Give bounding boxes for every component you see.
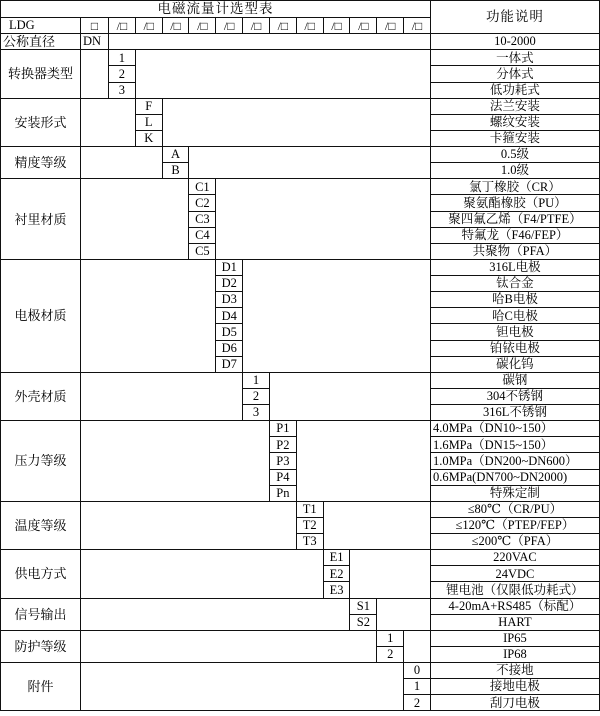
option-code: 2 xyxy=(377,647,404,663)
option-code: B xyxy=(163,163,190,179)
option-code: P2 xyxy=(270,437,297,453)
model-slot: /□ xyxy=(350,18,377,34)
option-code: P1 xyxy=(270,421,297,437)
section-left-spacer xyxy=(81,631,377,663)
section-right-spacer xyxy=(297,421,431,502)
model-slot: /□ xyxy=(324,18,351,34)
option-desc: 碳钢 xyxy=(431,373,600,389)
model-slot: /□ xyxy=(404,18,431,34)
model-slot: /□ xyxy=(216,18,243,34)
model-slot: /□ xyxy=(377,18,404,34)
model-slot: /□ xyxy=(189,18,216,34)
option-desc: 1.6MPa（DN15~150） xyxy=(431,437,600,453)
section-left-spacer xyxy=(81,599,350,631)
option-code: 2 xyxy=(243,389,270,405)
option-desc: 特殊定制 xyxy=(431,486,600,502)
option-desc: 1.0MPa（DN200~DN600） xyxy=(431,453,600,469)
section-label: 安装形式 xyxy=(1,99,81,147)
option-desc: 不接地 xyxy=(431,663,600,679)
section-right-spacer xyxy=(136,50,431,98)
option-code: D3 xyxy=(216,292,243,308)
model-slot: /□ xyxy=(136,18,163,34)
section-left-spacer xyxy=(81,550,324,598)
option-desc: 哈B电极 xyxy=(431,292,600,308)
option-code: A xyxy=(163,147,190,163)
option-code: 1 xyxy=(377,631,404,647)
option-desc: 24VDC xyxy=(431,566,600,582)
option-desc: 哈C电极 xyxy=(431,308,600,324)
option-desc: 低功耗式 xyxy=(431,83,600,99)
section-label: 衬里材质 xyxy=(1,179,81,260)
section-label: 供电方式 xyxy=(1,550,81,598)
option-desc: 锂电池（仅限低功耗式） xyxy=(431,582,600,598)
model-prefix: LDG xyxy=(1,18,81,34)
section-label: 精度等级 xyxy=(1,147,81,179)
option-desc: IP65 xyxy=(431,631,600,647)
section-left-spacer xyxy=(81,502,297,550)
section-right-spacer xyxy=(270,373,431,421)
model-first-box: □ xyxy=(81,18,109,34)
option-desc: 聚四氟乙烯（F4/PTFE） xyxy=(431,212,600,228)
section-label: 外壳材质 xyxy=(1,373,81,421)
diameter-label: 公称直径 xyxy=(1,34,81,50)
option-code: P4 xyxy=(270,470,297,486)
option-desc: 304不锈钢 xyxy=(431,389,600,405)
option-code: 0 xyxy=(404,663,431,679)
option-desc: 0.6MPa(DN700~DN2000) xyxy=(431,470,600,486)
option-code: D6 xyxy=(216,341,243,357)
model-slot: /□ xyxy=(270,18,297,34)
section-right-spacer xyxy=(350,550,430,598)
option-desc: ≤200℃（PFA） xyxy=(431,534,600,550)
option-desc: 220VAC xyxy=(431,550,600,566)
option-code: S2 xyxy=(350,615,377,631)
option-desc: 4-20mA+RS485（标配） xyxy=(431,599,600,615)
function-column-header: 功能说明 xyxy=(431,1,600,34)
option-code: 1 xyxy=(109,50,136,66)
option-desc: 法兰安装 xyxy=(431,99,600,115)
section-right-spacer xyxy=(163,99,431,147)
option-code: C4 xyxy=(189,228,216,244)
option-code: C2 xyxy=(189,195,216,211)
option-desc: 接地电极 xyxy=(431,679,600,695)
option-desc: 铂铱电极 xyxy=(431,341,600,357)
section-right-spacer xyxy=(324,502,431,550)
section-left-spacer xyxy=(81,421,270,502)
option-desc: ≤80℃（CR/PU） xyxy=(431,502,600,518)
option-code: P3 xyxy=(270,453,297,469)
option-code: 1 xyxy=(243,373,270,389)
option-code: D5 xyxy=(216,324,243,340)
section-left-spacer xyxy=(81,260,216,373)
section-right-spacer xyxy=(216,179,431,260)
option-desc: 卡箍安装 xyxy=(431,131,600,147)
option-code: 3 xyxy=(109,83,136,99)
diameter-desc: 10-2000 xyxy=(431,34,600,50)
section-left-spacer xyxy=(81,373,243,421)
table-title: 电磁流量计选型表 xyxy=(1,1,431,18)
diameter-spacer xyxy=(109,34,431,50)
option-desc: 碳化钨 xyxy=(431,357,600,373)
option-code: D4 xyxy=(216,308,243,324)
section-left-spacer xyxy=(81,179,189,260)
option-code: D1 xyxy=(216,260,243,276)
option-code: E2 xyxy=(324,566,351,582)
section-label: 防护等级 xyxy=(1,631,81,663)
option-code: T2 xyxy=(297,518,324,534)
section-left-spacer xyxy=(81,663,404,711)
section-left-spacer xyxy=(81,50,109,98)
option-code: D7 xyxy=(216,357,243,373)
option-code: 1 xyxy=(404,679,431,695)
section-label: 压力等级 xyxy=(1,421,81,502)
option-code: T3 xyxy=(297,534,324,550)
option-desc: 聚氨酯橡胶（PU） xyxy=(431,195,600,211)
option-code: 3 xyxy=(243,405,270,421)
option-desc: 316L电极 xyxy=(431,260,600,276)
option-code: K xyxy=(136,131,163,147)
option-code: T1 xyxy=(297,502,324,518)
option-code: C5 xyxy=(189,244,216,260)
section-left-spacer xyxy=(81,147,163,179)
option-desc: 共聚物（PFA） xyxy=(431,244,600,260)
option-code: L xyxy=(136,115,163,131)
option-code: 2 xyxy=(109,66,136,82)
option-desc: HART xyxy=(431,615,600,631)
model-slot: /□ xyxy=(163,18,190,34)
option-code: C3 xyxy=(189,212,216,228)
option-code: 2 xyxy=(404,695,431,711)
option-desc: 钛合金 xyxy=(431,276,600,292)
option-code: F xyxy=(136,99,163,115)
option-desc: 特氟龙（F46/FEP） xyxy=(431,228,600,244)
diameter-code: DN xyxy=(81,34,109,50)
model-slot: /□ xyxy=(109,18,136,34)
option-desc: 1.0级 xyxy=(431,163,600,179)
option-desc: 钽电极 xyxy=(431,324,600,340)
option-desc: 4.0MPa（DN10~150） xyxy=(431,421,600,437)
section-right-spacer xyxy=(377,599,431,631)
option-code: S1 xyxy=(350,599,377,615)
option-desc: 螺纹安装 xyxy=(431,115,600,131)
option-desc: 氯丁橡胶（CR） xyxy=(431,179,600,195)
model-slot: /□ xyxy=(243,18,270,34)
option-desc: 0.5级 xyxy=(431,147,600,163)
option-code: E1 xyxy=(324,550,351,566)
section-label: 附件 xyxy=(1,663,81,711)
option-desc: 刮刀电极 xyxy=(431,695,600,711)
section-right-spacer xyxy=(404,631,431,663)
section-left-spacer xyxy=(81,99,136,147)
model-slot: /□ xyxy=(297,18,324,34)
section-label: 信号输出 xyxy=(1,599,81,631)
section-right-spacer xyxy=(189,147,430,179)
option-desc: IP68 xyxy=(431,647,600,663)
section-label: 温度等级 xyxy=(1,502,81,550)
section-label: 电极材质 xyxy=(1,260,81,373)
section-label: 转换器类型 xyxy=(1,50,81,98)
option-desc: 316L不锈钢 xyxy=(431,405,600,421)
option-desc: 分体式 xyxy=(431,66,600,82)
section-right-spacer xyxy=(243,260,431,373)
option-code: C1 xyxy=(189,179,216,195)
option-code: Pn xyxy=(270,486,297,502)
option-code: E3 xyxy=(324,582,351,598)
option-desc: 一体式 xyxy=(431,50,600,66)
option-code: D2 xyxy=(216,276,243,292)
option-desc: ≤120℃（PTEP/FEP） xyxy=(431,518,600,534)
